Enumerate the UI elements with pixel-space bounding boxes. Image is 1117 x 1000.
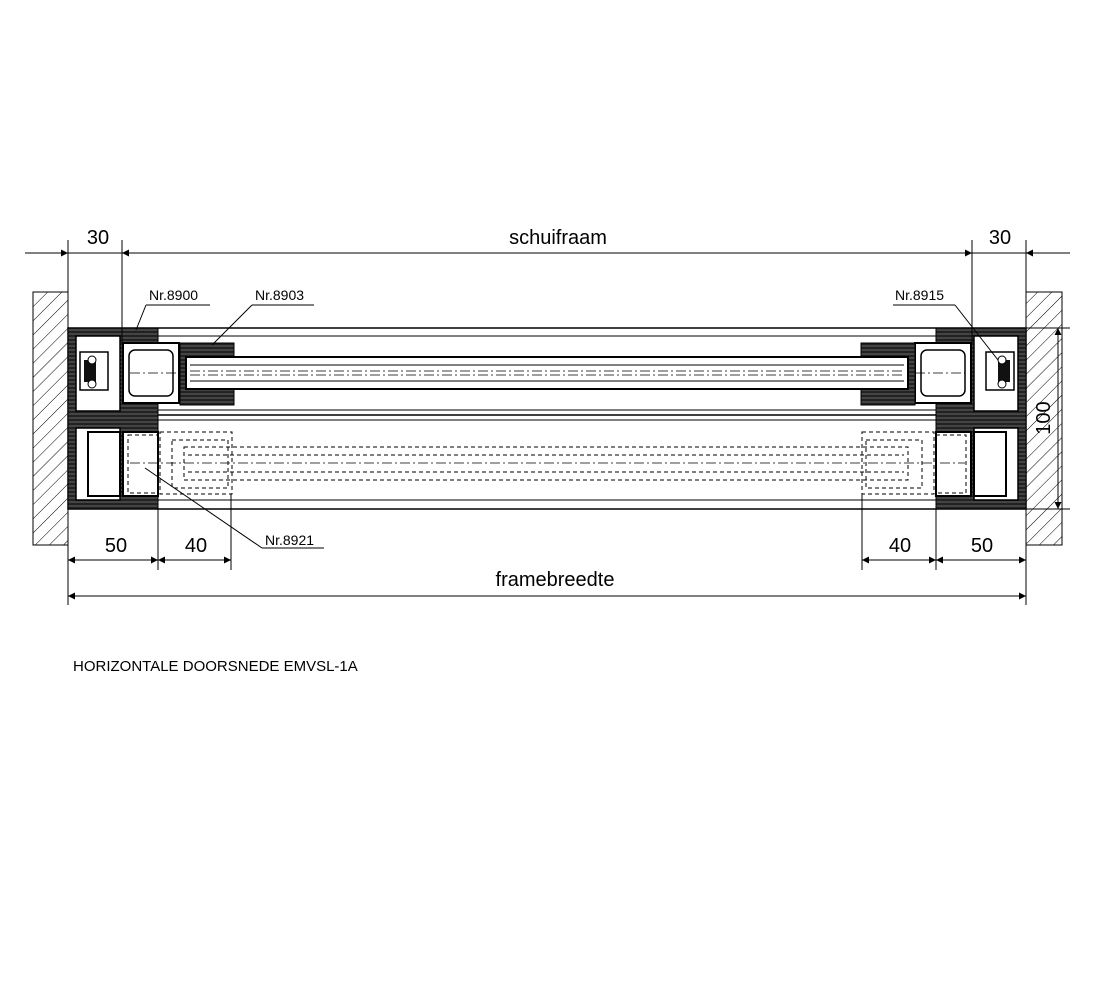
sliding-sash [130, 343, 965, 405]
part-label-8903: Nr.8903 [255, 287, 305, 303]
dim-top-right: 30 [988, 227, 1012, 249]
dim-right-vertical: 100 [1033, 401, 1055, 435]
dim-top-left: 30 [86, 227, 110, 249]
dim-bottom-left-inner: 40 [184, 535, 208, 557]
right-jamb-profile [915, 328, 1026, 509]
drawing-caption: HORIZONTALE DOORSNEDE EMVSL-1A [73, 658, 358, 675]
dim-bottom-overall: framebreedte [495, 569, 615, 591]
part-leaders [136, 305, 998, 548]
dim-top-center: schuifraam [509, 227, 607, 249]
left-wall [33, 292, 68, 545]
dim-bottom-right-inner: 40 [888, 535, 912, 557]
left-jamb-profile [68, 328, 179, 509]
part-label-8900: Nr.8900 [149, 287, 199, 303]
part-label-8921: Nr.8921 [265, 532, 315, 548]
dim-bottom-right-outer: 50 [970, 535, 994, 557]
fixed-pane-hidden [128, 432, 966, 494]
dim-bottom-left-outer: 50 [104, 535, 128, 557]
part-label-8915: Nr.8915 [895, 287, 945, 303]
